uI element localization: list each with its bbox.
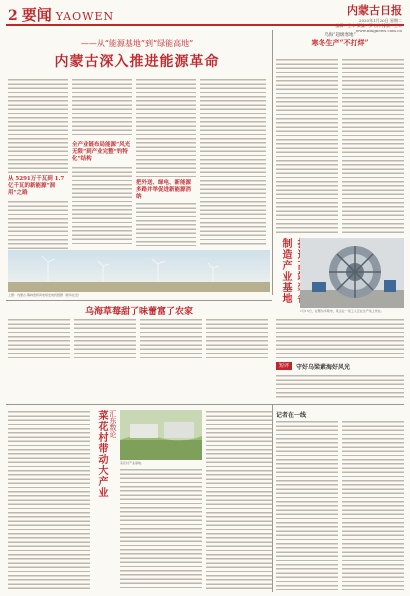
lead-side-title-2: 全产业链布局能源“风光无限”到产业完整“钓特化”结构 bbox=[72, 142, 131, 162]
page-number: 2 bbox=[8, 8, 18, 24]
right-top-column-2 bbox=[342, 58, 404, 233]
url-line: www.nmgnews.com.cn bbox=[355, 28, 402, 33]
bottom-left-vertical-sub: 汇东数论 bbox=[109, 410, 117, 438]
strawberry-title: 乌海草莓甜了味蕾富了农家 bbox=[84, 307, 193, 317]
masthead-section bbox=[8, 4, 114, 25]
bottom-left-column-3 bbox=[206, 410, 272, 590]
lead-side-title-1: 从 5291万千瓦到 1.7亿千瓦的新能源“洞用”之路 bbox=[8, 176, 65, 196]
bottom-left-column-2 bbox=[120, 468, 202, 590]
strawberry-column-3 bbox=[140, 318, 202, 358]
lead-subtitle: ——从“能源基地”到“绿能高地” bbox=[80, 39, 194, 48]
vertical-story-text bbox=[276, 318, 404, 358]
lead-column-1 bbox=[8, 78, 68, 173]
section-title-en: YAOWEN bbox=[55, 10, 115, 23]
right-top-title: 寒冬生产“不打烊” bbox=[311, 38, 369, 47]
vegetable-caption: 菜花村产业基地。 bbox=[120, 461, 145, 465]
lead-column-3b bbox=[136, 202, 196, 246]
section-title: 要闻 bbox=[21, 6, 52, 24]
strawberry-column-2 bbox=[74, 318, 136, 358]
masthead-meta bbox=[335, 2, 402, 33]
bottom-right-column-2 bbox=[342, 420, 404, 590]
commentary-badge: 短评 bbox=[276, 362, 292, 370]
right-top-column-1 bbox=[276, 58, 338, 233]
paper-name: 内蒙古日报 bbox=[347, 4, 402, 17]
lead-title: 内蒙古深入推进能源革命 bbox=[54, 54, 220, 70]
lead-column-3 bbox=[136, 78, 196, 178]
machinery-caption: 1月15日，在鄂尔多斯市，某企业一线工人正在生产线上作业。 bbox=[300, 309, 384, 313]
column-divider-bottom bbox=[272, 404, 273, 592]
machinery-photo bbox=[300, 238, 404, 308]
bottom-left-vertical-title: 菜花村带动大产业 bbox=[96, 410, 107, 498]
vertical-title: 制造产业基地 bbox=[280, 238, 291, 304]
lead-side-title-3: 把外送、绿电、新能源多路并举促进新能源消纳 bbox=[136, 180, 192, 200]
bottom-right-title: 记者在一线 bbox=[276, 412, 307, 419]
lead-headline bbox=[8, 38, 266, 68]
wind-farm-photo bbox=[8, 250, 270, 292]
right-top-headline bbox=[276, 32, 404, 54]
right-top-kicker: 乌海“超级寒地” bbox=[324, 33, 356, 38]
commentary-text bbox=[276, 374, 404, 400]
strawberry-column-1 bbox=[8, 318, 70, 358]
masthead-rule bbox=[6, 24, 404, 26]
lead-column-4 bbox=[200, 78, 266, 246]
commentary-title: 守好乌梁素海好风光 bbox=[296, 364, 351, 371]
lead-column-2 bbox=[72, 78, 132, 138]
lead-column-2b bbox=[72, 166, 132, 246]
date-line: 2020年1月20日 星期二 bbox=[358, 18, 402, 23]
section-divider-1 bbox=[6, 300, 272, 301]
bottom-left-column-1 bbox=[8, 410, 90, 590]
column-divider bbox=[272, 30, 273, 295]
wind-farm-caption: 上图：内蒙古·锡林浩特风电场发电机组群（新华社发） bbox=[8, 293, 81, 297]
strawberry-column-4 bbox=[206, 318, 268, 358]
section-divider-2 bbox=[6, 404, 404, 405]
bottom-right-column-1 bbox=[276, 420, 338, 590]
vegetable-photo bbox=[120, 410, 202, 460]
